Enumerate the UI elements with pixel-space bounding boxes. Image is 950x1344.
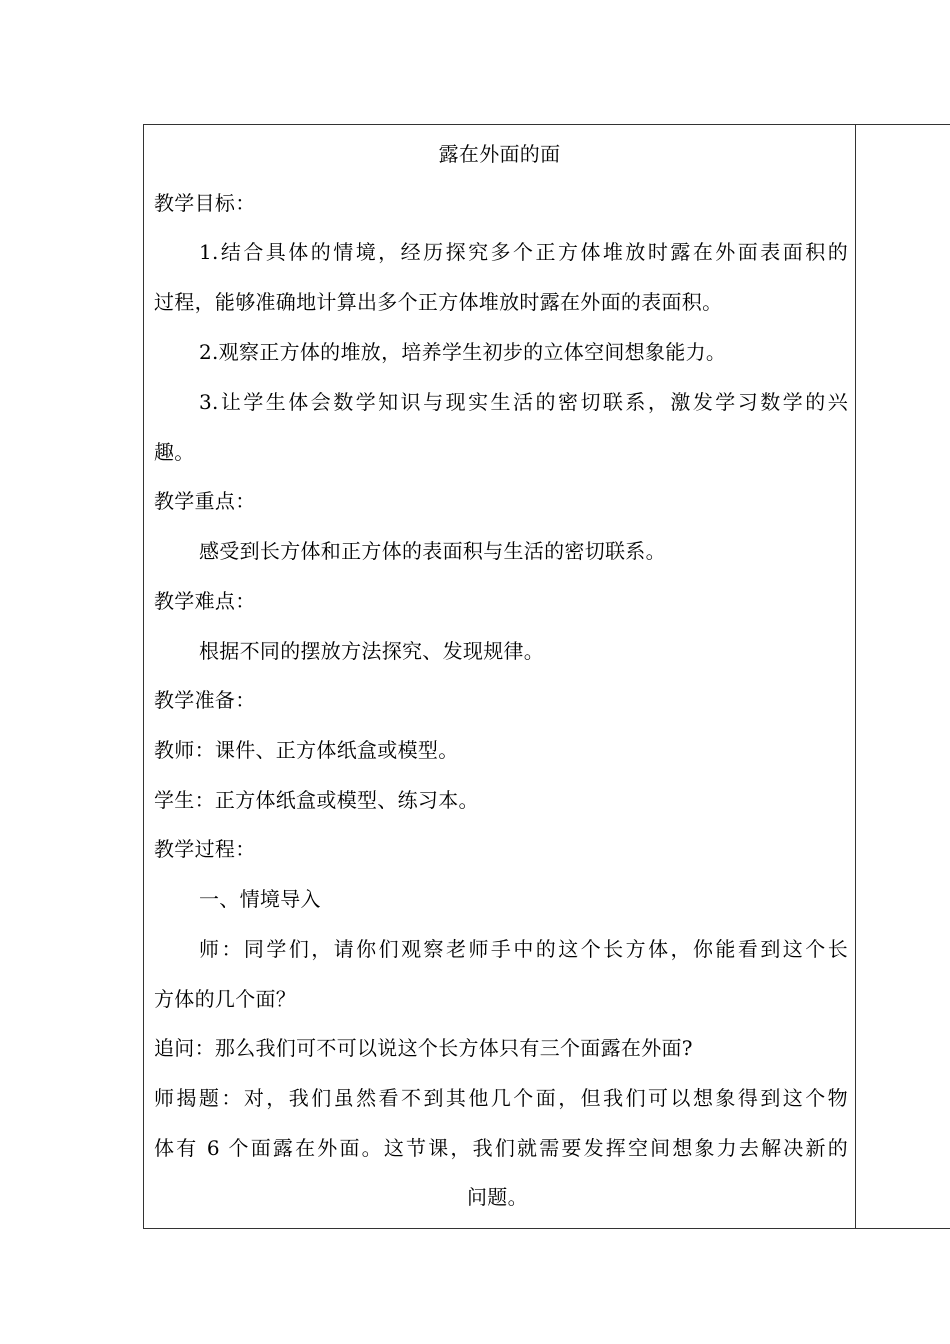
follow-up-question: 追问：那么我们可不可以说这个长方体只有三个面露在外面? xyxy=(154,1036,693,1060)
section-heading-difficulties: 教学难点： xyxy=(154,589,256,613)
key-point-text: 感受到长方体和正方体的表面积与生活的密切联系。 xyxy=(199,539,666,563)
page-title: 露在外面的面 xyxy=(438,142,561,166)
lesson-table xyxy=(143,124,950,1229)
subsection-intro: 一、情境导入 xyxy=(199,887,321,911)
section-heading-objectives: 教学目标： xyxy=(154,191,256,215)
objective-1-line-1: 1.结合具体的情境，经历探究多个正方体堆放时露在外面表面积的 xyxy=(199,240,848,264)
lesson-content-cell xyxy=(144,125,855,1228)
section-heading-process: 教学过程： xyxy=(154,837,256,861)
objective-1-line-2: 过程，能够准确地计算出多个正方体堆放时露在外面的表面积。 xyxy=(154,290,723,314)
objective-2: 2.观察正方体的堆放，培养学生初步的立体空间想象能力。 xyxy=(199,340,727,364)
preparation-teacher: 教师：课件、正方体纸盒或模型。 xyxy=(154,738,459,762)
preparation-student: 学生：正方体纸盒或模型、练习本。 xyxy=(154,788,479,812)
difficulty-text: 根据不同的摆放方法探究、发现规律。 xyxy=(199,639,545,663)
section-heading-key-points: 教学重点： xyxy=(154,489,256,513)
reveal-topic-line-1: 师揭题：对，我们虽然看不到其他几个面，但我们可以想象得到这个物 xyxy=(154,1086,848,1110)
objective-3-line-1: 3.让学生体会数学知识与现实生活的密切联系，激发学习数学的兴 xyxy=(199,390,848,414)
section-heading-preparation: 教学准备： xyxy=(154,688,256,712)
teacher-question-line-1: 师：同学们，请你们观察老师手中的这个长方体，你能看到这个长 xyxy=(199,937,848,961)
reveal-topic-line-2: 体有 6 个面露在外面。这节课，我们就需要发挥空间想象力去解决新的 xyxy=(154,1136,848,1160)
table-column-divider xyxy=(855,125,856,1228)
reveal-topic-line-3: 问题。 xyxy=(467,1185,528,1209)
teacher-question-line-2: 方体的几个面？ xyxy=(154,987,297,1011)
objective-3-line-2: 趣。 xyxy=(154,440,195,464)
